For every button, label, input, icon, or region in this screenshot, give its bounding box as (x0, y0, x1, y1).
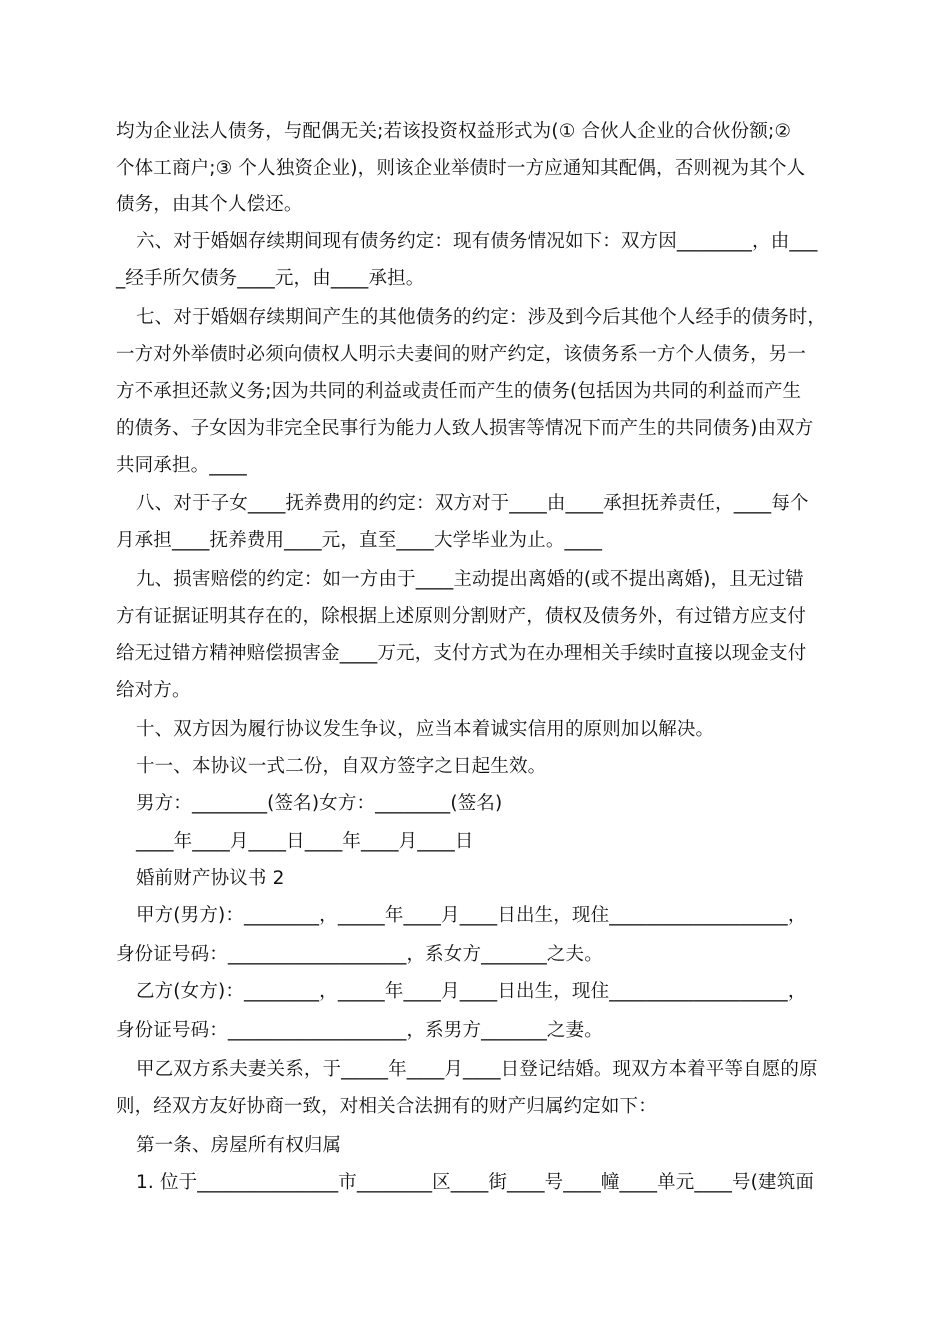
clause-eleven: 十一、本协议一式二份，自双方签字之日起生效。 (136, 756, 547, 777)
section-title: 婚前财产协议书 2 (136, 868, 285, 889)
article-one-item: 1. 位于_______________市________区____街____号____幢____单元____号(建筑面 (136, 1172, 814, 1193)
text-line: 月承担____抚养费用____元，直至____大学毕业为止。____ (116, 530, 603, 551)
text-line: 给无过错方精神赔偿损害金____万元，支付方式为在办理相关手续时直接以现金支付 (116, 643, 807, 664)
clause-six: 六、对于婚姻存续期间现有债务约定：现有债务情况如下：双方因________，由___ (136, 231, 818, 252)
clause-nine: 九、损害赔偿的约定：如一方由于____主动提出离婚的(或不提出离婚)，且无过错 (136, 569, 804, 590)
signature-line: 男方：________(签名)女方：________(签名) (136, 793, 503, 814)
text-line: 债务，由其个人偿还。 (116, 194, 303, 215)
text-line: 个体工商户;③ 个人独资企业)，则该企业举债时一方应通知其配偶，否则视为其个人 (116, 158, 806, 179)
party-b-id-line: 身份证号码：___________________，系男方_______之妻。 (116, 1020, 603, 1041)
clause-seven: 七、对于婚姻存续期间产生的其他债务的约定：涉及到今后其他个人经手的债务时， (136, 307, 827, 328)
text-line: 方有证据证明其存在的，除根据上述原则分割财产，债权及债务外，有过错方应支付 (116, 606, 807, 627)
text-line: 的债务、子女因为非完全民事行为能力人致人损害等情况下而产生的共同债务)由双方 (116, 418, 814, 439)
party-b-line: 乙方(女方)：________，_____年____月____日出生，现住___________________， (136, 981, 807, 1002)
article-one-title: 第一条、房屋所有权归属 (136, 1135, 342, 1156)
clause-eight: 八、对于子女____抚养费用的约定：双方对于____由____承担抚养责任，____每个 (136, 493, 809, 514)
text-line: 一方对外举债时必须向债权人明示夫妻间的财产约定，该债务系一方个人债务，另一 (116, 344, 807, 365)
text-line: _经手所欠债务____元，由____承担。 (116, 268, 425, 289)
text-line: 给对方。 (116, 680, 191, 701)
party-a-id-line: 身份证号码：___________________，系女方_______之夫。 (116, 944, 603, 965)
date-line: ____年____月____日____年____月____日 (136, 831, 474, 852)
party-a-line: 甲方(男方)：________，_____年____月____日出生，现住___________________， (136, 905, 807, 926)
text-line: 则，经双方友好协商一致，对相关合法拥有的财产归属约定如下： (116, 1096, 657, 1117)
text-line: 均为企业法人债务，与配偶无关;若该投资权益形式为(① 合伙人企业的合伙份额;② (116, 121, 792, 142)
text-line: 共同承担。____ (116, 455, 247, 476)
text-line: 方不承担还款义务;因为共同的利益或责任而产生的债务(包括因为共同的利益而产生 (116, 381, 802, 402)
clause-ten: 十、双方因为履行协议发生争议，应当本着诚实信用的原则加以解决。 (136, 719, 715, 740)
marriage-statement: 甲乙双方系夫妻关系，于_____年____月____日登记结婚。现双方本着平等自愿的原 (136, 1059, 818, 1080)
